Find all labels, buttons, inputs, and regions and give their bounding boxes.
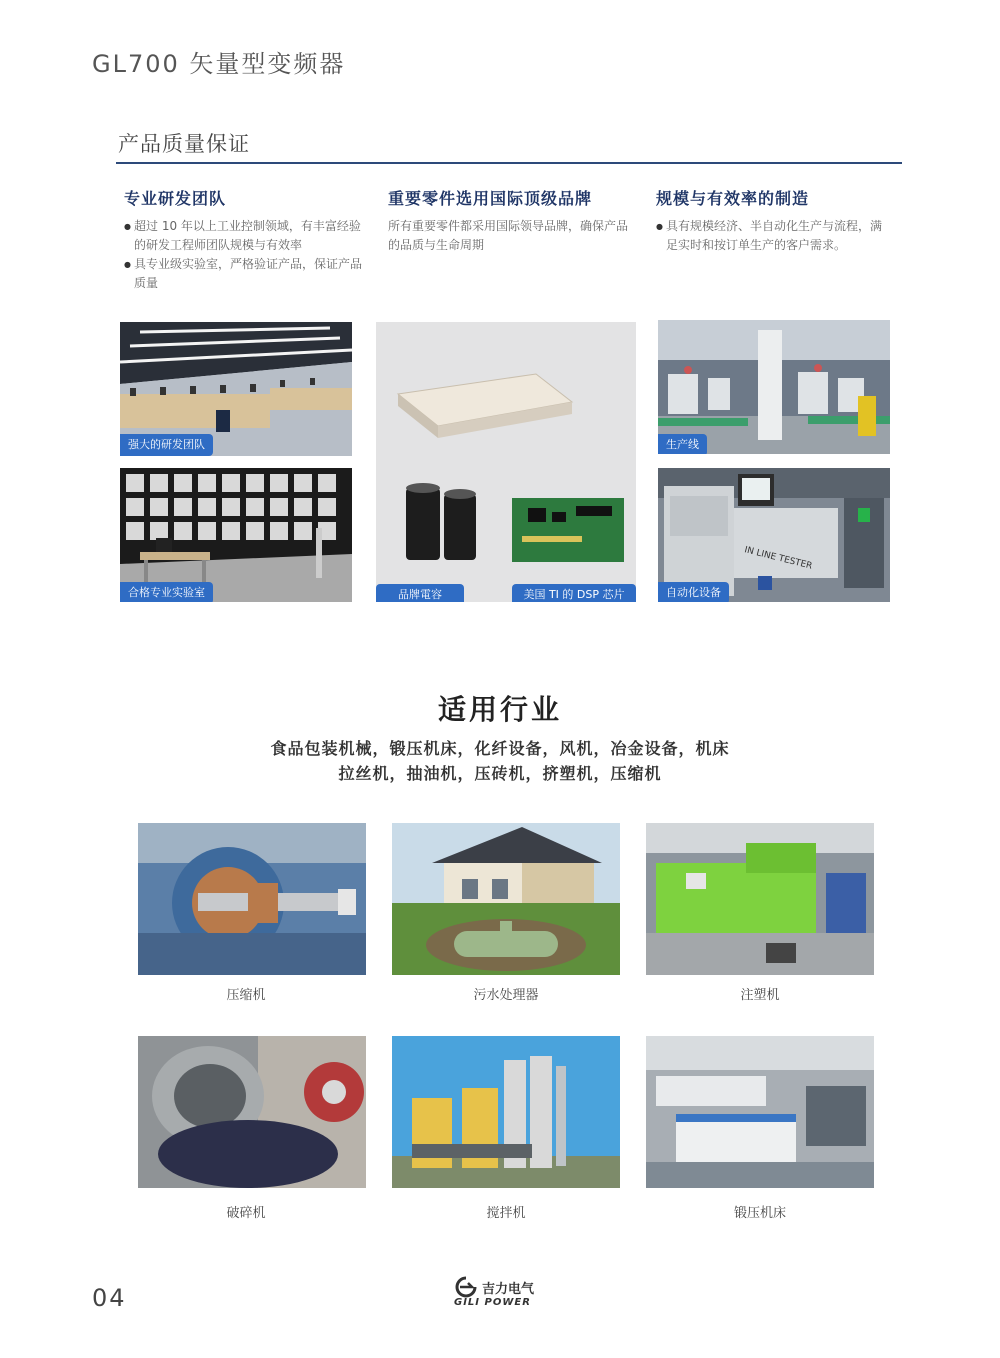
industries-line-2: 拉丝机，抽油机，压砖机，挤塑机，压缩机 bbox=[338, 764, 662, 783]
feature-components bbox=[388, 186, 628, 255]
injection-molding-image bbox=[646, 823, 874, 975]
sewage-treatment-image bbox=[392, 823, 620, 975]
logo-mark-icon bbox=[452, 1276, 480, 1298]
gallery-caption: 注塑机 bbox=[740, 988, 780, 1003]
gallery-caption: 压缩机 bbox=[226, 988, 266, 1003]
photo-label-capacitor: 品牌電容 bbox=[376, 584, 464, 602]
photo-label-lab: 合格专业实验室 bbox=[120, 582, 213, 602]
gallery-caption: 破碎机 bbox=[226, 1206, 266, 1221]
gallery-caption: 污水处理器 bbox=[473, 988, 539, 1003]
automation-photo bbox=[658, 468, 890, 602]
feature-rd-team bbox=[124, 186, 364, 293]
photo-label-production-line: 生产线 bbox=[658, 434, 707, 454]
rd-team-photo bbox=[120, 322, 352, 456]
components-image bbox=[376, 322, 636, 602]
photo-label-automation: 自动化设备 bbox=[658, 582, 729, 602]
feature-title: 重要零件选用国际顶级品牌 bbox=[388, 189, 593, 208]
industries-line-1: 食品包装机械，锻压机床，化纤设备，风机，冶金设备，机床 bbox=[270, 739, 730, 758]
logo-english-name: GILI POWER bbox=[454, 1297, 531, 1308]
production-line-photo bbox=[658, 320, 890, 454]
gallery-caption: 锻压机床 bbox=[733, 1206, 786, 1221]
crusher-image bbox=[138, 1036, 366, 1188]
feature-bullet: ● 具专业级实验室，严格验证产品，保证产品质量 bbox=[124, 255, 364, 293]
lab-photo bbox=[120, 468, 352, 602]
logo-chinese-name: 吉力电气 bbox=[482, 1282, 535, 1297]
photo-label-dsp: 美国 TI 的 DSP 芯片 bbox=[512, 584, 636, 602]
mixer-plant-image bbox=[392, 1036, 620, 1188]
section-divider bbox=[116, 162, 902, 164]
photo-label-rd-team: 强大的研发团队 bbox=[120, 434, 213, 456]
feature-manufacturing bbox=[656, 186, 892, 255]
forging-machine-image bbox=[646, 1036, 874, 1188]
company-logo bbox=[452, 1276, 552, 1310]
document-title: GL700 矢量型变频器 bbox=[92, 50, 346, 78]
feature-title: 规模与有效率的制造 bbox=[656, 189, 810, 208]
page-number: 04 bbox=[92, 1284, 127, 1312]
components-photo bbox=[376, 322, 636, 602]
tester-text: IN LINE TESTER bbox=[743, 545, 814, 572]
feature-bullet: ● 超过 10 年以上工业控制领域，有丰富经验的研发工程师团队规模与有效率 bbox=[124, 217, 364, 255]
gallery-caption: 搅拌机 bbox=[486, 1206, 526, 1221]
feature-title: 专业研发团队 bbox=[124, 189, 227, 208]
section-heading: 产品质量保证 bbox=[118, 132, 250, 156]
industries-title: 适用行业 bbox=[437, 693, 562, 726]
compressor-image bbox=[138, 823, 366, 975]
feature-bullet: ● 具有规模经济、半自动化生产与流程，满足实时和按订单生产的客户需求。 bbox=[656, 217, 892, 255]
feature-text: 所有重要零件都采用国际领导品牌，确保产品的品质与生命周期 bbox=[388, 219, 629, 252]
